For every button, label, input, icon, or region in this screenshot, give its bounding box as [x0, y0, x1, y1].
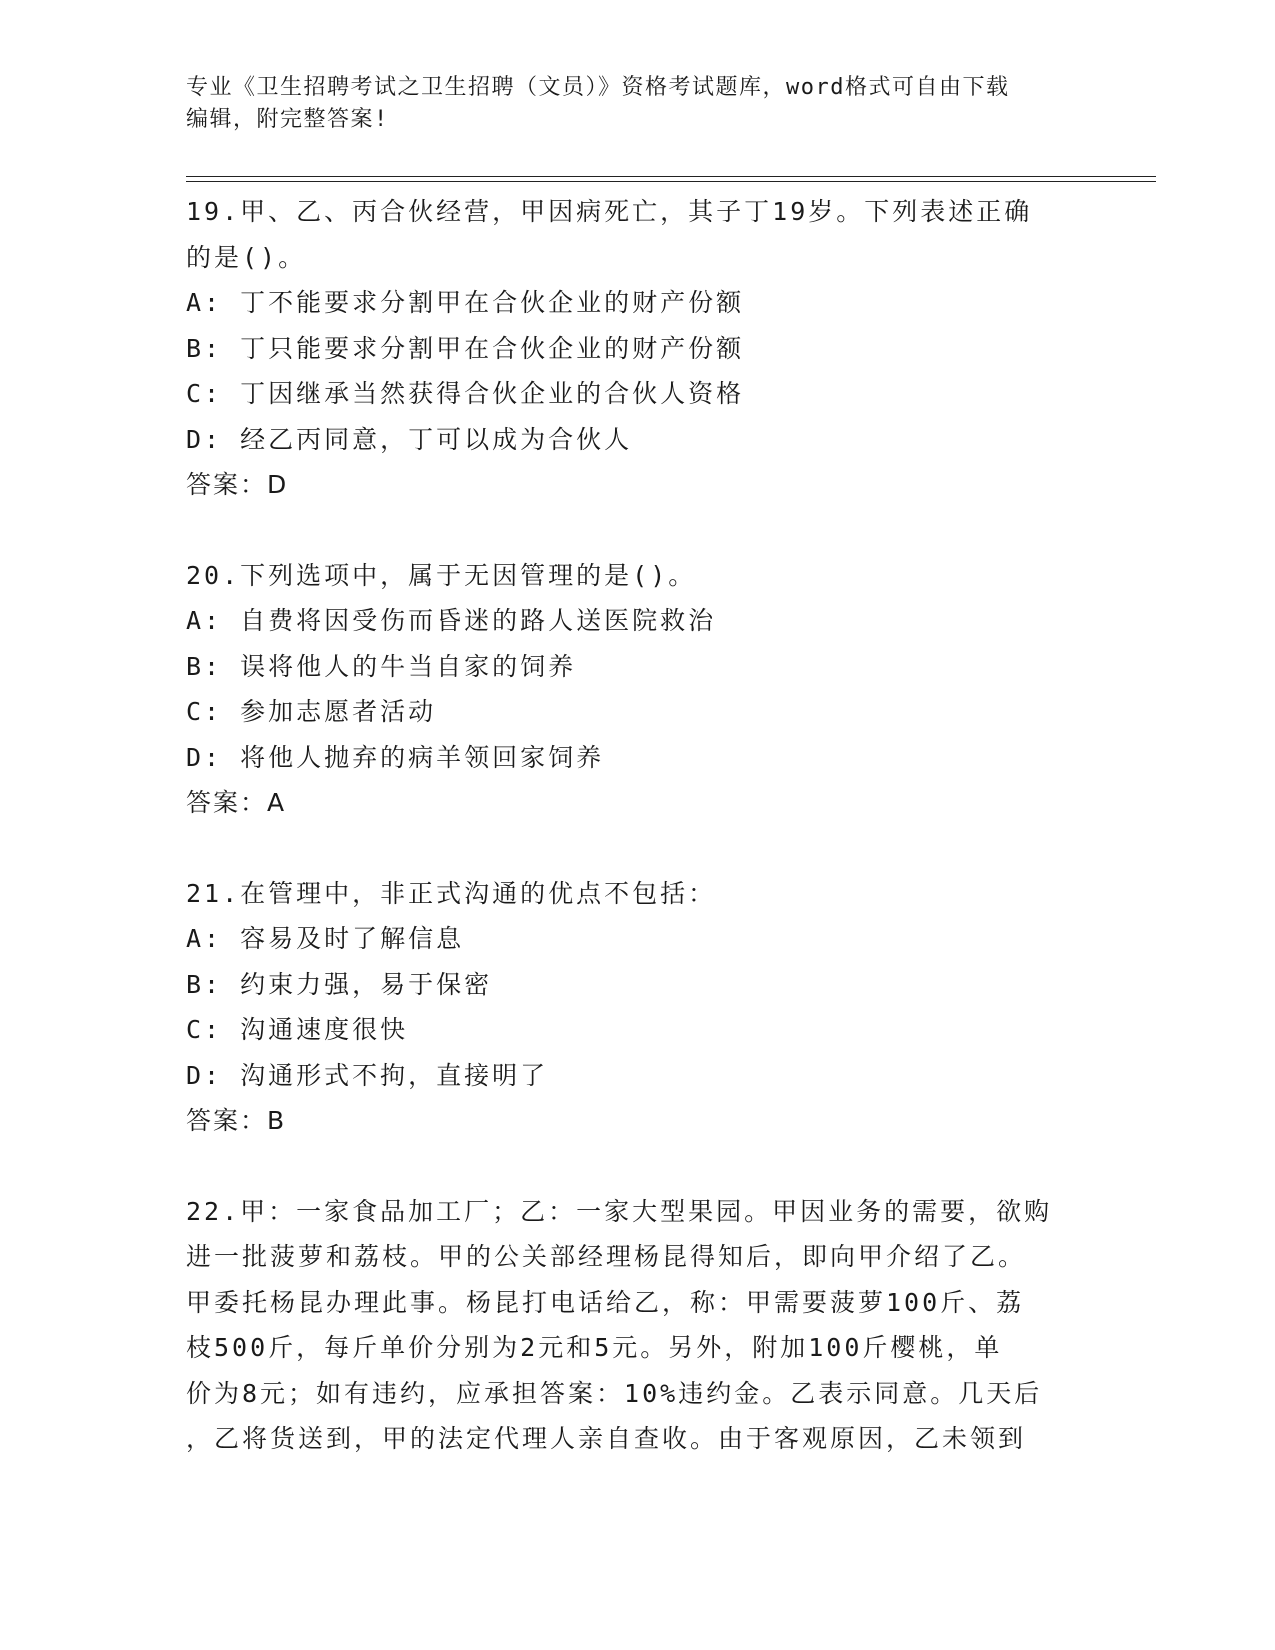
header-divider-top: [186, 176, 1156, 177]
question-22: [186, 1189, 1066, 1462]
question-stem-line: 枝500斤，每斤单价分别为2元和5元。另外，附加100斤樱桃，单: [186, 1333, 1003, 1362]
question-stem-line: 的是()。: [186, 242, 307, 272]
option-b: B: 丁只能要求分割甲在合伙企业的财产份额: [186, 333, 745, 363]
header-line-1: 专业《卫生招聘考试之卫生招聘（文员）》资格考试题库，word格式可自由下载: [186, 75, 1010, 100]
option-c: C: 沟通速度很快: [186, 1015, 409, 1044]
question-stem-line: 22.甲：一家食品加工厂；乙：一家大型果园。甲因业务的需要，欲购: [186, 1196, 1053, 1226]
option-b: B: 误将他人的牛当自家的饲养: [186, 651, 577, 681]
header-line-2: 编辑，附完整答案!: [186, 107, 389, 132]
option-c: C: 丁因继承当然获得合伙企业的合伙人资格: [186, 379, 745, 408]
question-20: [186, 553, 1066, 826]
answer: 答案：B: [186, 1106, 287, 1135]
question-stem-line: 20.下列选项中，属于无因管理的是()。: [186, 560, 697, 590]
question-21: [186, 871, 1066, 1144]
answer: 答案：A: [186, 788, 287, 817]
document-header: [186, 72, 1066, 136]
question-stem-line: ，乙将货送到，甲的法定代理人亲自查收。由于客观原因，乙未领到: [186, 1424, 1027, 1453]
spacer: [186, 1144, 1066, 1189]
spacer: [186, 508, 1066, 553]
spacer: [186, 826, 1066, 871]
header-divider-bottom: [186, 181, 1156, 182]
option-c: C: 参加志愿者活动: [186, 697, 437, 726]
option-d: D: 将他人抛弃的病羊领回家饲养: [186, 742, 605, 772]
answer: 答案：D: [186, 470, 289, 499]
question-list: [186, 189, 1066, 1462]
option-b: B: 约束力强，易于保密: [186, 969, 493, 999]
question-stem-line: 甲委托杨昆办理此事。杨昆打电话给乙，称：甲需要菠萝100斤、荔: [186, 1287, 1025, 1317]
question-stem-line: 进一批菠萝和荔枝。甲的公关部经理杨昆得知后，即向甲介绍了乙。: [186, 1242, 1027, 1271]
question-19: [186, 189, 1066, 508]
option-a: A: 自费将因受伤而昏迷的路人送医院救治: [186, 606, 717, 635]
option-a: A: 丁不能要求分割甲在合伙企业的财产份额: [186, 288, 745, 317]
question-stem-line: 19.甲、乙、丙合伙经营，甲因病死亡，其子丁19岁。下列表述正确: [186, 197, 1033, 226]
question-stem-line: 21.在管理中，非正式沟通的优点不包括：: [186, 878, 717, 908]
option-a: A: 容易及时了解信息: [186, 924, 465, 953]
option-d: D: 经乙丙同意，丁可以成为合伙人: [186, 424, 633, 454]
option-d: D: 沟通形式不拘，直接明了: [186, 1060, 549, 1090]
question-stem-line: 价为8元；如有违约，应承担答案：10%违约金。乙表示同意。几天后: [186, 1378, 1043, 1408]
